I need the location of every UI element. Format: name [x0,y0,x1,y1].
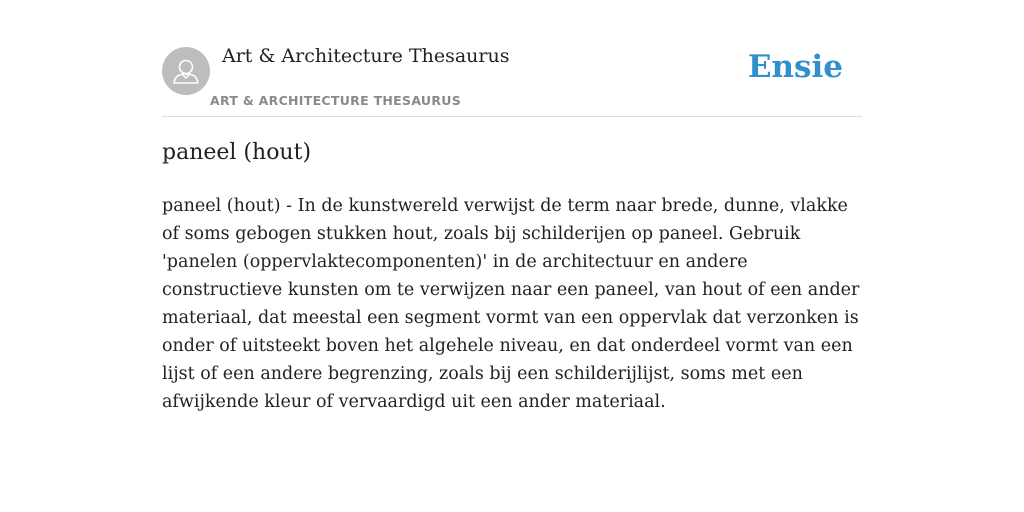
brand-logo[interactable]: Ensie [747,49,843,85]
user-icon [162,47,210,95]
avatar[interactable] [162,47,210,95]
page-title: paneel (hout) [162,140,312,165]
source-title[interactable]: Art & Architecture Thesaurus [222,45,510,67]
entry-header [162,0,862,117]
definition-text: paneel (hout) - In de kunstwereld verwijst de term naar brede, dunne, vlakke of soms gebogen stukken hout, zoals bij schilderijen op paneel. Gebruik 'panelen (oppervlaktecomponenten)' in de architectuur en andere constructieve kunsten om te verwijzen naar een paneel, van hout of een ander materiaal, dat meestal een segment vormt van een oppervlak dat verzonken is onder of uitsteekt boven het algehele niveau, en dat onderdeel vormt van een lijst of een andere begrenzing, zoals bij een schilderijlijst, soms met een afwijkende kleur of vervaardigd uit een ander materiaal. [162,196,860,412]
entry-card [162,0,862,412]
source-subtitle[interactable]: ART & ARCHITECTURE THESAURUS [210,93,462,108]
